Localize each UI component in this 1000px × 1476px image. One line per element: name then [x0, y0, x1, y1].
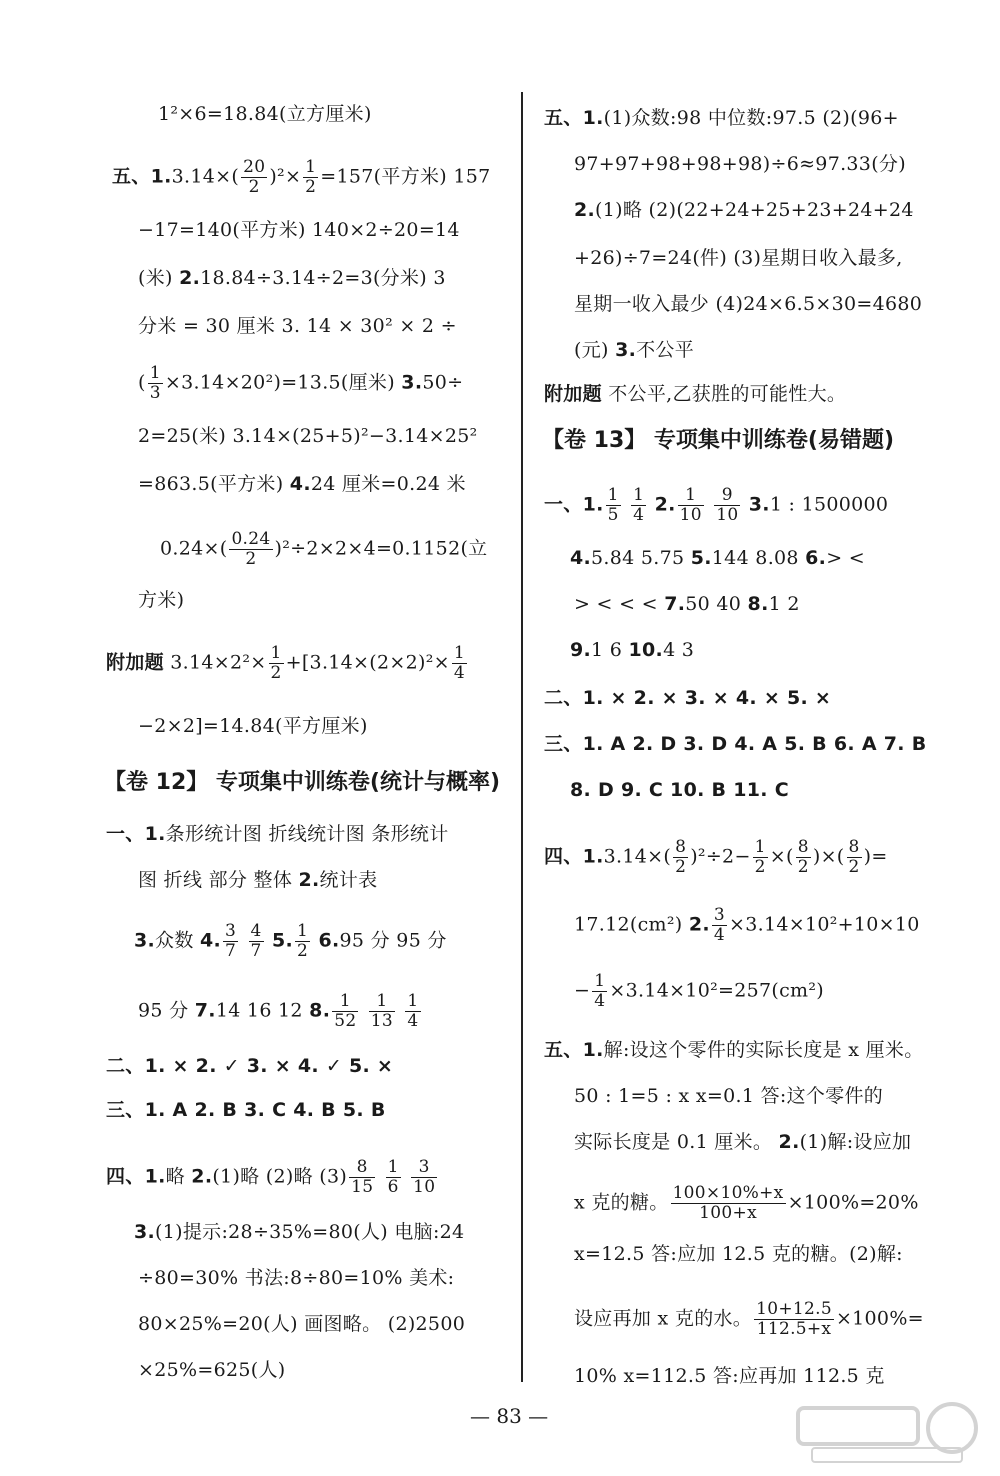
answer-line: 附加题 不公平,乙获胜的可能性大。: [544, 383, 847, 405]
answer-line: 三、1. A 2. B 3. C 4. B 5. B: [106, 1099, 386, 1121]
right-column: [522, 0, 1000, 1476]
answer-line: 设应再加 x 克的水。 $\frac{10+12.5}{112.5+x}$ ×100%=: [574, 1299, 924, 1339]
answer-line: 分米 = 30 厘米 3. 14 × 30² × 2 ÷: [138, 315, 457, 337]
answer-line: 星期一收入最少 (4)24×6.5×30=4680: [574, 293, 923, 315]
answer-line: 9.1 6 10.4 3: [570, 639, 695, 661]
section-heading: 【卷 12】 专项集中训练卷(统计与概率): [104, 770, 501, 795]
answer-line: ×25%=625(人): [138, 1359, 286, 1381]
answer-line: 0.24×( $\frac{0.24}{2}$ )²÷2×2×4=0.1152(立: [160, 529, 488, 569]
answer-line: 97+97+98+98+98)÷6≈97.33(分): [574, 153, 906, 175]
answer-line: 4.5.84 5.75 5.144 8.08 6.> <: [570, 547, 865, 569]
answer-line: 2=25(米) 3.14×(25+5)²−3.14×25²: [138, 425, 478, 447]
answer-line: 17.12(cm²) 2. $\frac{3}{4}$ ×3.14×10²+10×10: [574, 905, 920, 945]
watermark-logo: [792, 1398, 982, 1468]
answer-line: ( $\frac{1}{3}$ ×3.14×20²)=13.5(厘米) 3.50÷: [138, 363, 464, 403]
answer-line: 8. D 9. C 10. B 11. C: [570, 779, 789, 801]
answer-line: 2.(1)略 (2)(22+24+25+23+24+24: [574, 199, 914, 221]
answer-line: x 克的糖。 $\frac{100\times 10\%+x}{100+x}$ ×100%=20%: [574, 1183, 919, 1223]
answer-line: 50 : 1=5 : x x=0.1 答:这个零件的: [574, 1085, 884, 1107]
answer-line: (元) 3.不公平: [574, 339, 695, 361]
answer-line: 95 分 7.14 16 12 8. $\frac{1}{52}$ $\frac{1}{13}$ $\frac{1}{4}$: [138, 991, 419, 1031]
answer-line: 四、1.3.14×( $\frac{8}{2}$ )²÷2− $\frac{1}{2}$ ×( $\frac{8}{2}$ )×( $\frac{8}{2}$ )=: [544, 837, 888, 877]
answer-line: 三、1. A 2. D 3. D 4. A 5. B 6. A 7. B: [544, 733, 927, 755]
answer-line: 五、1.解:设这个零件的实际长度是 x 厘米。: [544, 1039, 924, 1061]
answer-line: ÷80=30% 书法:8÷80=10% 美术:: [138, 1267, 455, 1289]
answer-line: +26)÷7=24(件) (3)星期日收入最多,: [574, 247, 903, 269]
answer-line: 五、1.(1)众数:98 中位数:97.5 (2)(96+: [544, 107, 899, 129]
answer-line: (米) 2.18.84÷3.14÷2=3(分米) 3: [138, 267, 446, 289]
answer-line: 10% x=112.5 答:应再加 112.5 克: [574, 1365, 885, 1387]
answer-line: 图 折线 部分 整体 2.统计表: [138, 869, 378, 891]
answer-line: −17=140(平方米) 140×2÷20=14: [138, 219, 460, 241]
answer-line: =863.5(平方米) 4.24 厘米=0.24 米: [138, 473, 466, 495]
answer-line: 3.众数 4. $\frac{3}{7}$ $\frac{4}{7}$ 5. $\frac{1}{2}$ 6.95 分 95 分: [134, 921, 447, 961]
answer-line: 3.(1)提示:28÷35%=80(人) 电脑:24: [134, 1221, 465, 1243]
answer-line: −2×2]=14.84(平方厘米): [138, 715, 368, 737]
answer-line: 实际长度是 0.1 厘米。 2.(1)解:设应加: [574, 1131, 912, 1153]
answer-line: − $\frac{1}{4}$ ×3.14×10²=257(cm²): [574, 971, 824, 1011]
answer-line: 一、1. $\frac{1}{5}$ $\frac{1}{4}$ 2. $\frac{1}{10}$ $\frac{9}{10}$ 3.1 : 1500000: [544, 485, 889, 525]
answer-line: 二、1. × 2. × 3. × 4. × 5. ×: [544, 687, 832, 709]
answer-line: 80×25%=20(人) 画图略。 (2)2500: [138, 1313, 466, 1335]
answer-line: > < < < 7.50 40 8.1 2: [574, 593, 800, 615]
answer-line: 四、1.略 2.(1)略 (2)略 (3) $\frac{8}{15}$ $\frac{1}{6}$ $\frac{3}{10}$: [106, 1157, 436, 1197]
answer-line: 二、1. × 2. ✓ 3. × 4. ✓ 5. ×: [106, 1055, 394, 1077]
page-number: — 83 —: [470, 1404, 549, 1428]
answer-line: 附加题 3.14×2²× $\frac{1}{2}$ +[3.14×(2×2)²× $\frac{1}{4}$: [106, 643, 465, 683]
answer-line: x=12.5 答:应加 12.5 克的糖。(2)解:: [574, 1243, 903, 1265]
answer-line: 方米): [138, 589, 185, 611]
answer-line: 1²×6=18.84(立方厘米): [158, 103, 372, 125]
section-heading: 【卷 13】 专项集中训练卷(易错题): [542, 428, 895, 453]
answer-line: 一、1.条形统计图 折线统计图 条形统计: [106, 823, 449, 845]
answer-line: 五、1.3.14×( $\frac{20}{2}$ )²× $\frac{1}{2}$ =157(平方米) 157: [112, 157, 491, 197]
